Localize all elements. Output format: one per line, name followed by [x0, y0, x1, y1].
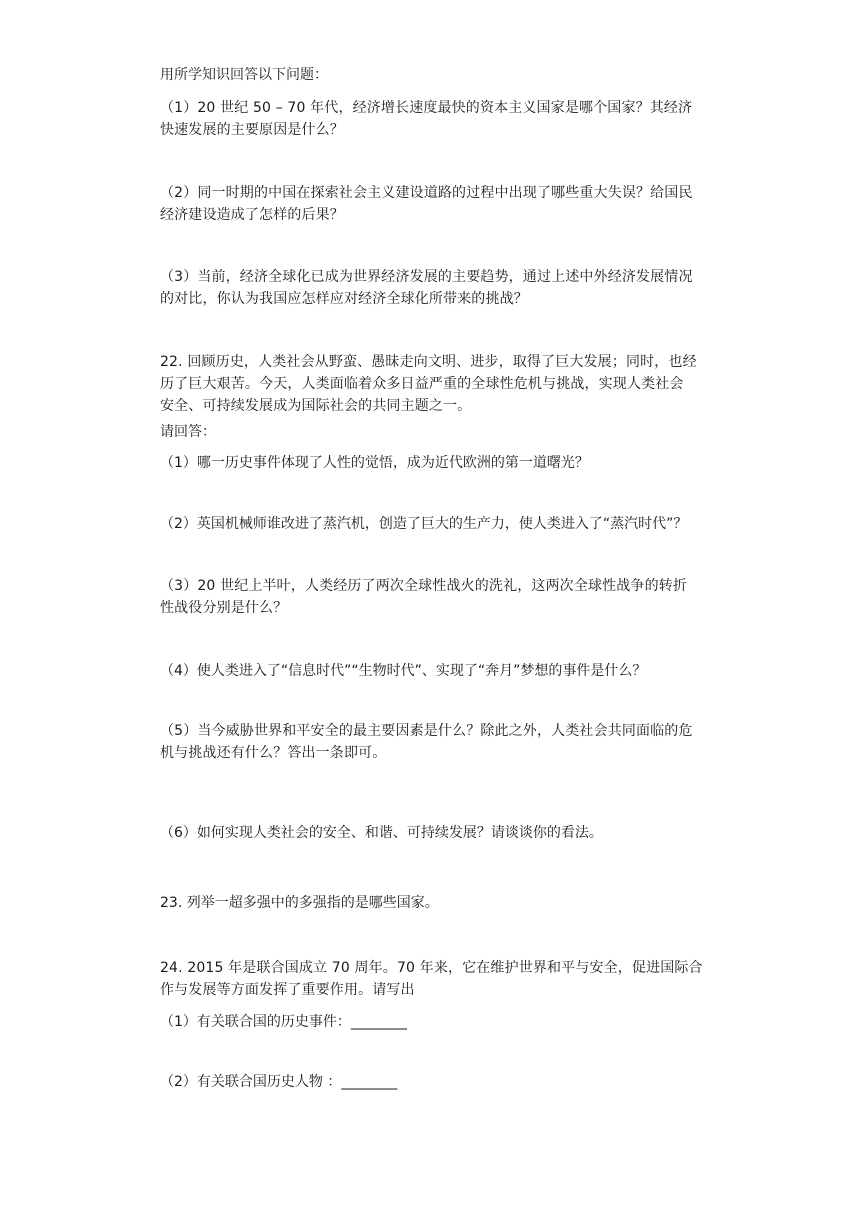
q22-part3-line2: 性战役分别是什么？	[160, 600, 288, 616]
q22-part3	[160, 575, 732, 619]
q22-part5-line2: 机与挑战还有什么？答出一条即可。	[160, 745, 387, 761]
q21-part1-line1: （1）20 世纪 50 – 70 年代，经济增长速度最快的资本主义国家是哪个国家？其经济	[160, 100, 693, 116]
q24-stem	[160, 957, 732, 1001]
q22-part4: （4）使人类进入了“信息时代”“生物时代”、实现了“奔月”梦想的事件是什么？	[160, 663, 647, 679]
q21-part1-line2: 快速发展的主要原因是什么？	[160, 122, 344, 138]
q22-stem-line1: 22. 回顾历史，人类社会从野蛮、愚昧走向文明、进步，取得了巨大发展；同时，也经	[160, 354, 697, 370]
q21-part3-line1: （3）当前，经济全球化已成为世界经济发展的主要趋势，通过上述中外经济发展情况	[160, 269, 693, 285]
q22-part1: （1）哪一历史事件体现了人性的觉悟，成为近代欧洲的第一道曙光？	[160, 455, 589, 471]
q24-stem-line1: 24. 2015 年是联合国成立 70 周年。70 年来，它在维护世界和平与安全，促进国际合	[160, 960, 703, 976]
q22-stem-line2: 历了巨大艰苦。今天，人类面临着众多日益严重的全球性危机与挑战，实现人类社会	[160, 376, 684, 392]
q22-stem-line3: 安全、可持续发展成为国际社会的共同主题之一。	[160, 398, 472, 414]
q23-stem: 23. 列举一超多强中的多强指的是哪些国家。	[160, 895, 439, 911]
q21-part2	[160, 182, 732, 226]
q21-part2-line2: 经济建设造成了怎样的后果？	[160, 207, 344, 223]
q22-part3-line1: （3）20 世纪上半叶，人类经历了两次全球性战火的洗礼，这两次全球性战争的转折	[160, 578, 688, 594]
q24-part1: （1）有关联合国的历史事件：________	[160, 1014, 407, 1030]
q24-part2: （2）有关联合国历史人物 ：________	[160, 1074, 398, 1090]
q21-part2-line1: （2）同一时期的中国在探索社会主义建设道路的过程中出现了哪些重大失误？给国民	[160, 185, 693, 201]
q22-part5	[160, 720, 732, 764]
q22-prompt: 请回答：	[160, 424, 216, 440]
q22-part2: （2）英国机械师谁改进了蒸汽机，创造了巨大的生产力，使人类进入了“蒸汽时代”？	[160, 516, 688, 532]
q22-part6: （6）如何实现人类社会的安全、和谐、可持续发展？请谈谈你的看法。	[160, 825, 603, 841]
q24-stem-line2: 作与发展等方面发挥了重要作用。请写出	[160, 982, 415, 998]
q21-part1	[160, 97, 732, 141]
q21-part3-line2: 的对比，你认为我国应怎样应对经济全球化所带来的挑战？	[160, 291, 528, 307]
q21-part3	[160, 266, 732, 310]
q22-stem	[160, 351, 732, 417]
q22-part5-line1: （5）当今威胁世界和平安全的最主要因素是什么？除此之外，人类社会共同面临的危	[160, 723, 693, 739]
intro-text: 用所学知识回答以下问题：	[160, 67, 328, 83]
